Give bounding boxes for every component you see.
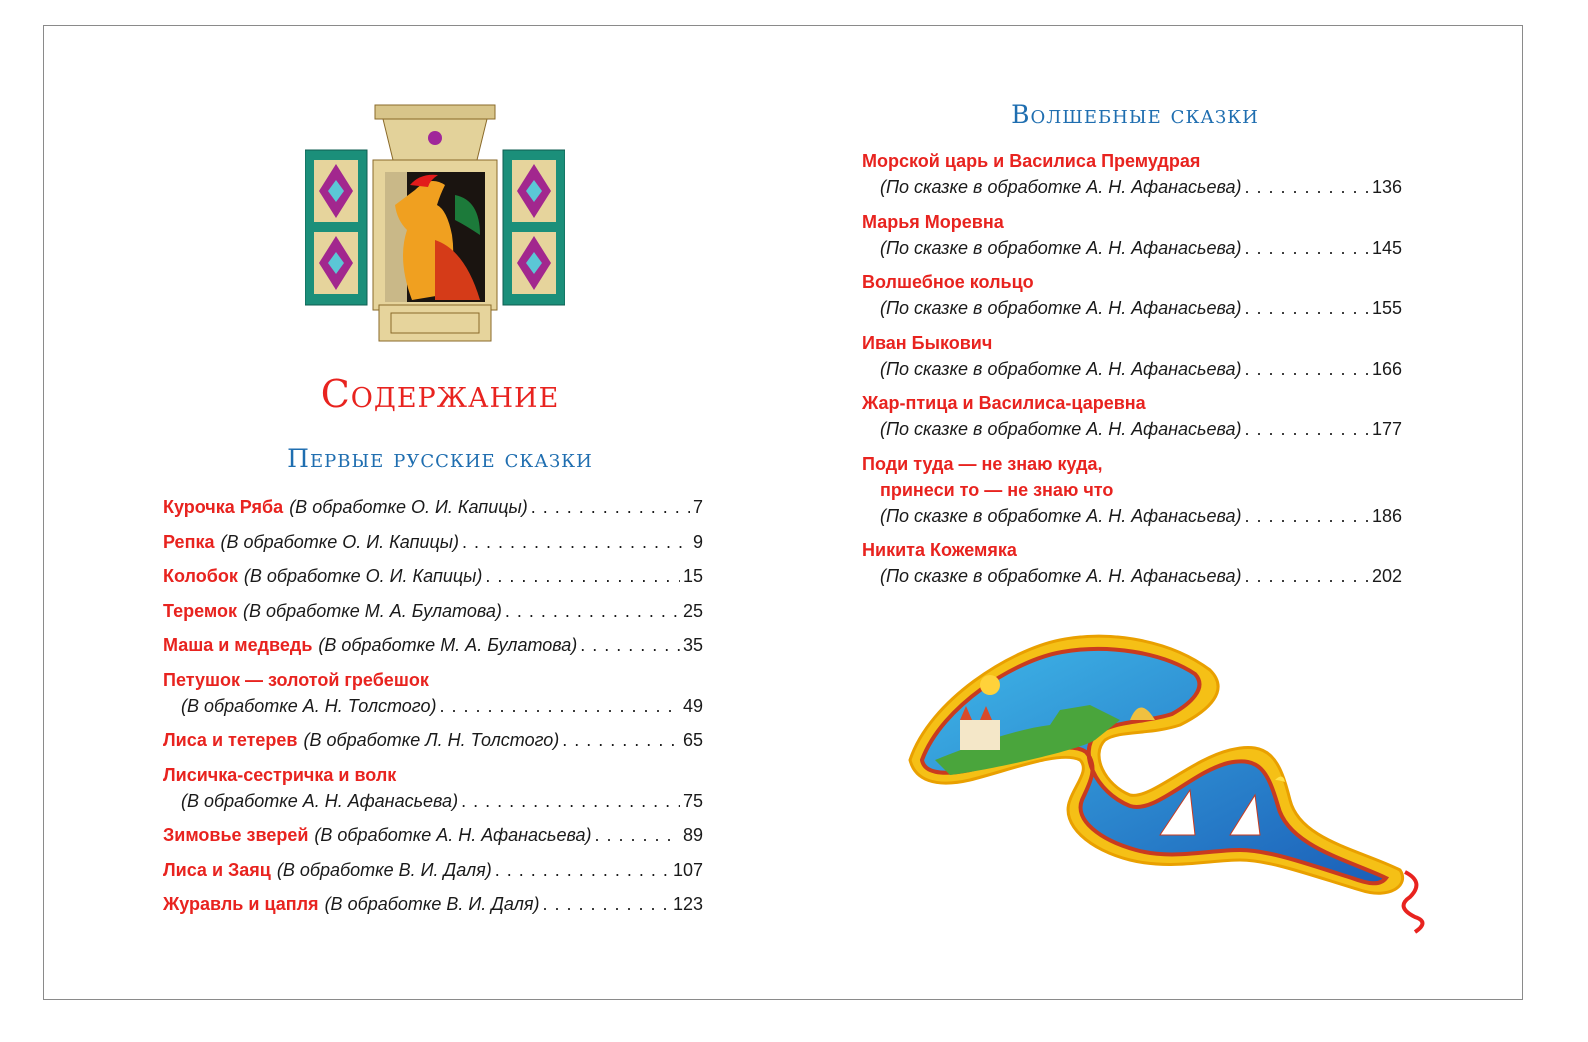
entry-title-line2: принеси то — не знаю что (880, 479, 1114, 500)
entry-title: Жар-птица и Василиса-царевна (862, 393, 1146, 413)
toc-entry[interactable] (163, 727, 703, 753)
entry-page: 107 (672, 859, 703, 880)
entry-note: (По сказке в обработке А. Н. Афанасьева) (880, 566, 1242, 586)
entry-title: Зимовье зверей (163, 825, 309, 845)
entry-title: Колобок (163, 566, 238, 586)
entry-note: (В обработке О. И. Капицы) (243, 566, 483, 586)
toc-entry[interactable] (862, 209, 1402, 261)
entry-note: (В обработке М. А. Булатова) (242, 600, 502, 621)
leader-dots (562, 727, 680, 753)
leader-dots (439, 693, 680, 719)
toc-entry[interactable] (163, 494, 703, 520)
section-title-first-tales: Первые русские сказки (287, 444, 593, 473)
toc-entry[interactable] (163, 667, 703, 719)
toc-entry[interactable] (163, 857, 703, 883)
entry-title: Маша и медведь (163, 635, 313, 655)
entry-note: (По сказке в обработке А. Н. Афанасьева) (880, 298, 1242, 318)
entry-title: Лиса и тетерев (163, 730, 298, 750)
entry-page: 75 (682, 790, 703, 811)
entry-note: (В обработке Л. Н. Толстого) (303, 730, 560, 750)
toc-entry[interactable] (163, 891, 703, 917)
leader-dots (1245, 295, 1369, 321)
leader-dots (505, 598, 680, 624)
entry-page: 65 (682, 730, 703, 750)
toc-entry[interactable] (862, 451, 1402, 529)
toc-entry[interactable] (862, 148, 1402, 200)
leader-dots (495, 857, 670, 883)
leader-dots (1245, 416, 1369, 442)
leader-dots (1245, 503, 1369, 529)
entry-page: 166 (1371, 358, 1402, 379)
entry-title: Репка (163, 531, 215, 552)
entry-page: 89 (682, 825, 703, 845)
entry-page: 35 (682, 635, 703, 655)
entry-title: Курочка Ряба (163, 497, 284, 517)
entry-title: Журавль и цапля (163, 894, 319, 914)
entry-page: 136 (1371, 177, 1402, 197)
toc-first-tales (163, 494, 703, 926)
entry-page: 186 (1371, 505, 1402, 526)
entry-page: 15 (682, 566, 703, 586)
toc-entry[interactable] (163, 563, 703, 589)
leader-dots (1245, 174, 1369, 200)
entry-page: 155 (1371, 298, 1402, 318)
entry-title: Иван Быкович (862, 332, 993, 353)
entry-note: (В обработке О. И. Капицы) (289, 497, 528, 517)
entry-title: Теремок (163, 600, 237, 621)
page-title: Содержание (320, 372, 560, 416)
entry-note: (По сказке в обработке А. Н. Афанасьева) (880, 419, 1242, 439)
entry-title: Поди туда — не знаю куда, (862, 453, 1103, 474)
entry-note: (В обработке А. Н. Афанасьева) (314, 825, 592, 845)
entry-note: (В обработке О. И. Капицы) (220, 531, 460, 552)
leader-dots (543, 891, 670, 917)
leader-dots (1245, 563, 1369, 589)
toc-entry[interactable] (862, 330, 1402, 382)
toc-entry[interactable] (862, 269, 1402, 321)
entry-title: Лиса и Заяц (163, 859, 271, 880)
flying-carpet-icon (890, 610, 1430, 940)
leader-dots (594, 822, 679, 848)
leader-dots (462, 529, 690, 555)
entry-note: (В обработке М. А. Булатова) (318, 635, 578, 655)
section-title-magic-tales: Волшебные сказки (1011, 100, 1259, 129)
entry-title: Петушок — золотой гребешок (163, 669, 429, 690)
leader-dots (1245, 356, 1369, 382)
entry-page: 7 (692, 497, 703, 517)
leader-dots (531, 494, 690, 520)
entry-note: (По сказке в обработке А. Н. Афанасьева) (880, 505, 1242, 526)
toc-entry[interactable] (862, 537, 1402, 589)
rooster-in-window-icon (305, 100, 565, 345)
entry-title: Морской царь и Василиса Премудрая (862, 151, 1201, 171)
entry-note: (В обработке В. И. Даля) (276, 859, 492, 880)
entry-page: 202 (1371, 566, 1402, 586)
toc-entry[interactable] (163, 762, 703, 814)
entry-page: 9 (692, 531, 703, 552)
entry-note: (По сказке в обработке А. Н. Афанасьева) (880, 177, 1242, 197)
entry-title: Лисичка-сестричка и волк (163, 764, 397, 785)
leader-dots (1245, 235, 1369, 261)
entry-note: (По сказке в обработке А. Н. Афанасьева) (880, 237, 1242, 258)
toc-entry[interactable] (163, 822, 703, 848)
entry-note: (В обработке В. И. Даля) (324, 894, 540, 914)
entry-page: 177 (1371, 419, 1402, 439)
toc-entry[interactable] (163, 598, 703, 624)
entry-title: Марья Моревна (862, 211, 1004, 232)
leader-dots (485, 563, 680, 589)
entry-page: 123 (672, 894, 703, 914)
entry-page: 25 (682, 600, 703, 621)
toc-entry[interactable] (163, 529, 703, 555)
toc-entry[interactable] (862, 390, 1402, 442)
entry-page: 145 (1371, 237, 1402, 258)
toc-magic-tales (862, 148, 1402, 598)
entry-note: (В обработке А. Н. Толстого) (181, 695, 437, 716)
toc-entry[interactable] (163, 632, 703, 658)
entry-page: 49 (682, 695, 703, 716)
entry-title: Волшебное кольцо (862, 272, 1034, 292)
entry-title: Никита Кожемяка (862, 540, 1017, 560)
leader-dots (580, 632, 680, 658)
entry-note: (По сказке в обработке А. Н. Афанасьева) (880, 358, 1242, 379)
entry-note: (В обработке А. Н. Афанасьева) (181, 790, 459, 811)
leader-dots (461, 788, 680, 814)
